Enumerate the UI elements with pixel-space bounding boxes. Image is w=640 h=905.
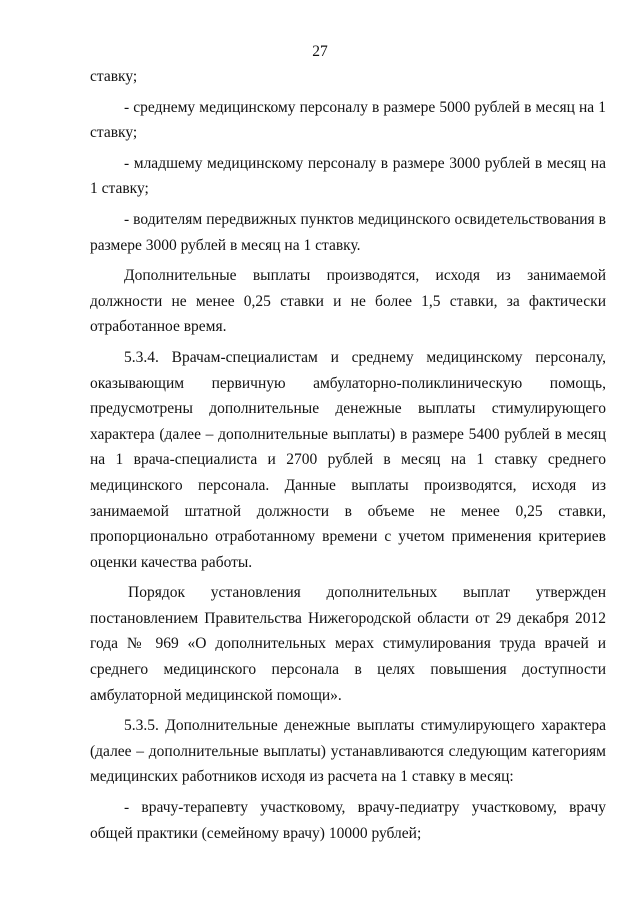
page-number: 27	[312, 43, 328, 60]
list-item-drivers: - водителям передвижных пунктов медицинского освидетельствования в размере 3000 рублей в месяц на 1 ставку.	[90, 210, 606, 254]
paragraph-procedure: Порядок установления дополнительных выплат утвержден постановлением Правительства Нижегородской области от 29 декабря 2012 года № 969 «О дополнительных мерах стимулирования труда врачей и среднего медицинского персонала в целях повышения доступности амбулаторной медицинской помощи».	[90, 584, 606, 704]
document-body	[90, 64, 606, 851]
list-item-junior-staff: - младшему медицинскому персоналу в размере 3000 рублей в месяц на 1 ставку;	[90, 154, 606, 198]
paragraph-additional-payments: Дополнительные выплаты производятся, исходя из занимаемой должности не менее 0,25 ставки и не более 1,5 ставки, за фактически отработанное время.	[90, 267, 606, 336]
list-item-physicians: - врачу-терапевту участковому, врачу-педиатру участковому, врачу общей практики (семейному врачу) 10000 рублей;	[90, 799, 606, 842]
section-5-3-4: 5.3.4. Врачам-специалистам и среднему медицинскому персоналу, оказывающим первичную амбулаторно-поликлиническую помощь, предусмотрены дополнительные денежные выплаты стимулирующего характера (далее – дополнительные выплаты) в размере 5400 рублей в месяц на 1 врача-специалиста и 2700 рублей в месяц на 1 ставку среднего медицинского персонала. Данные выплаты производятся, исходя из занимаемой штатной должности в объеме не менее 0,25 ставки, пропорционально отработанному времени с учетом применения критериев оценки качества работы.	[90, 348, 606, 571]
list-item-nursing-staff: - среднему медицинскому персоналу в размере 5000 рублей в месяц на 1 ставку;	[90, 98, 606, 142]
section-5-3-5: 5.3.5. Дополнительные денежные выплаты стимулирующего характера (далее – дополнительные выплаты) устанавливаются следующим категориям медицинских работников исходя из расчета на 1 ставку в месяц:	[90, 717, 606, 786]
paragraph-continuation: ставку;	[90, 68, 138, 85]
